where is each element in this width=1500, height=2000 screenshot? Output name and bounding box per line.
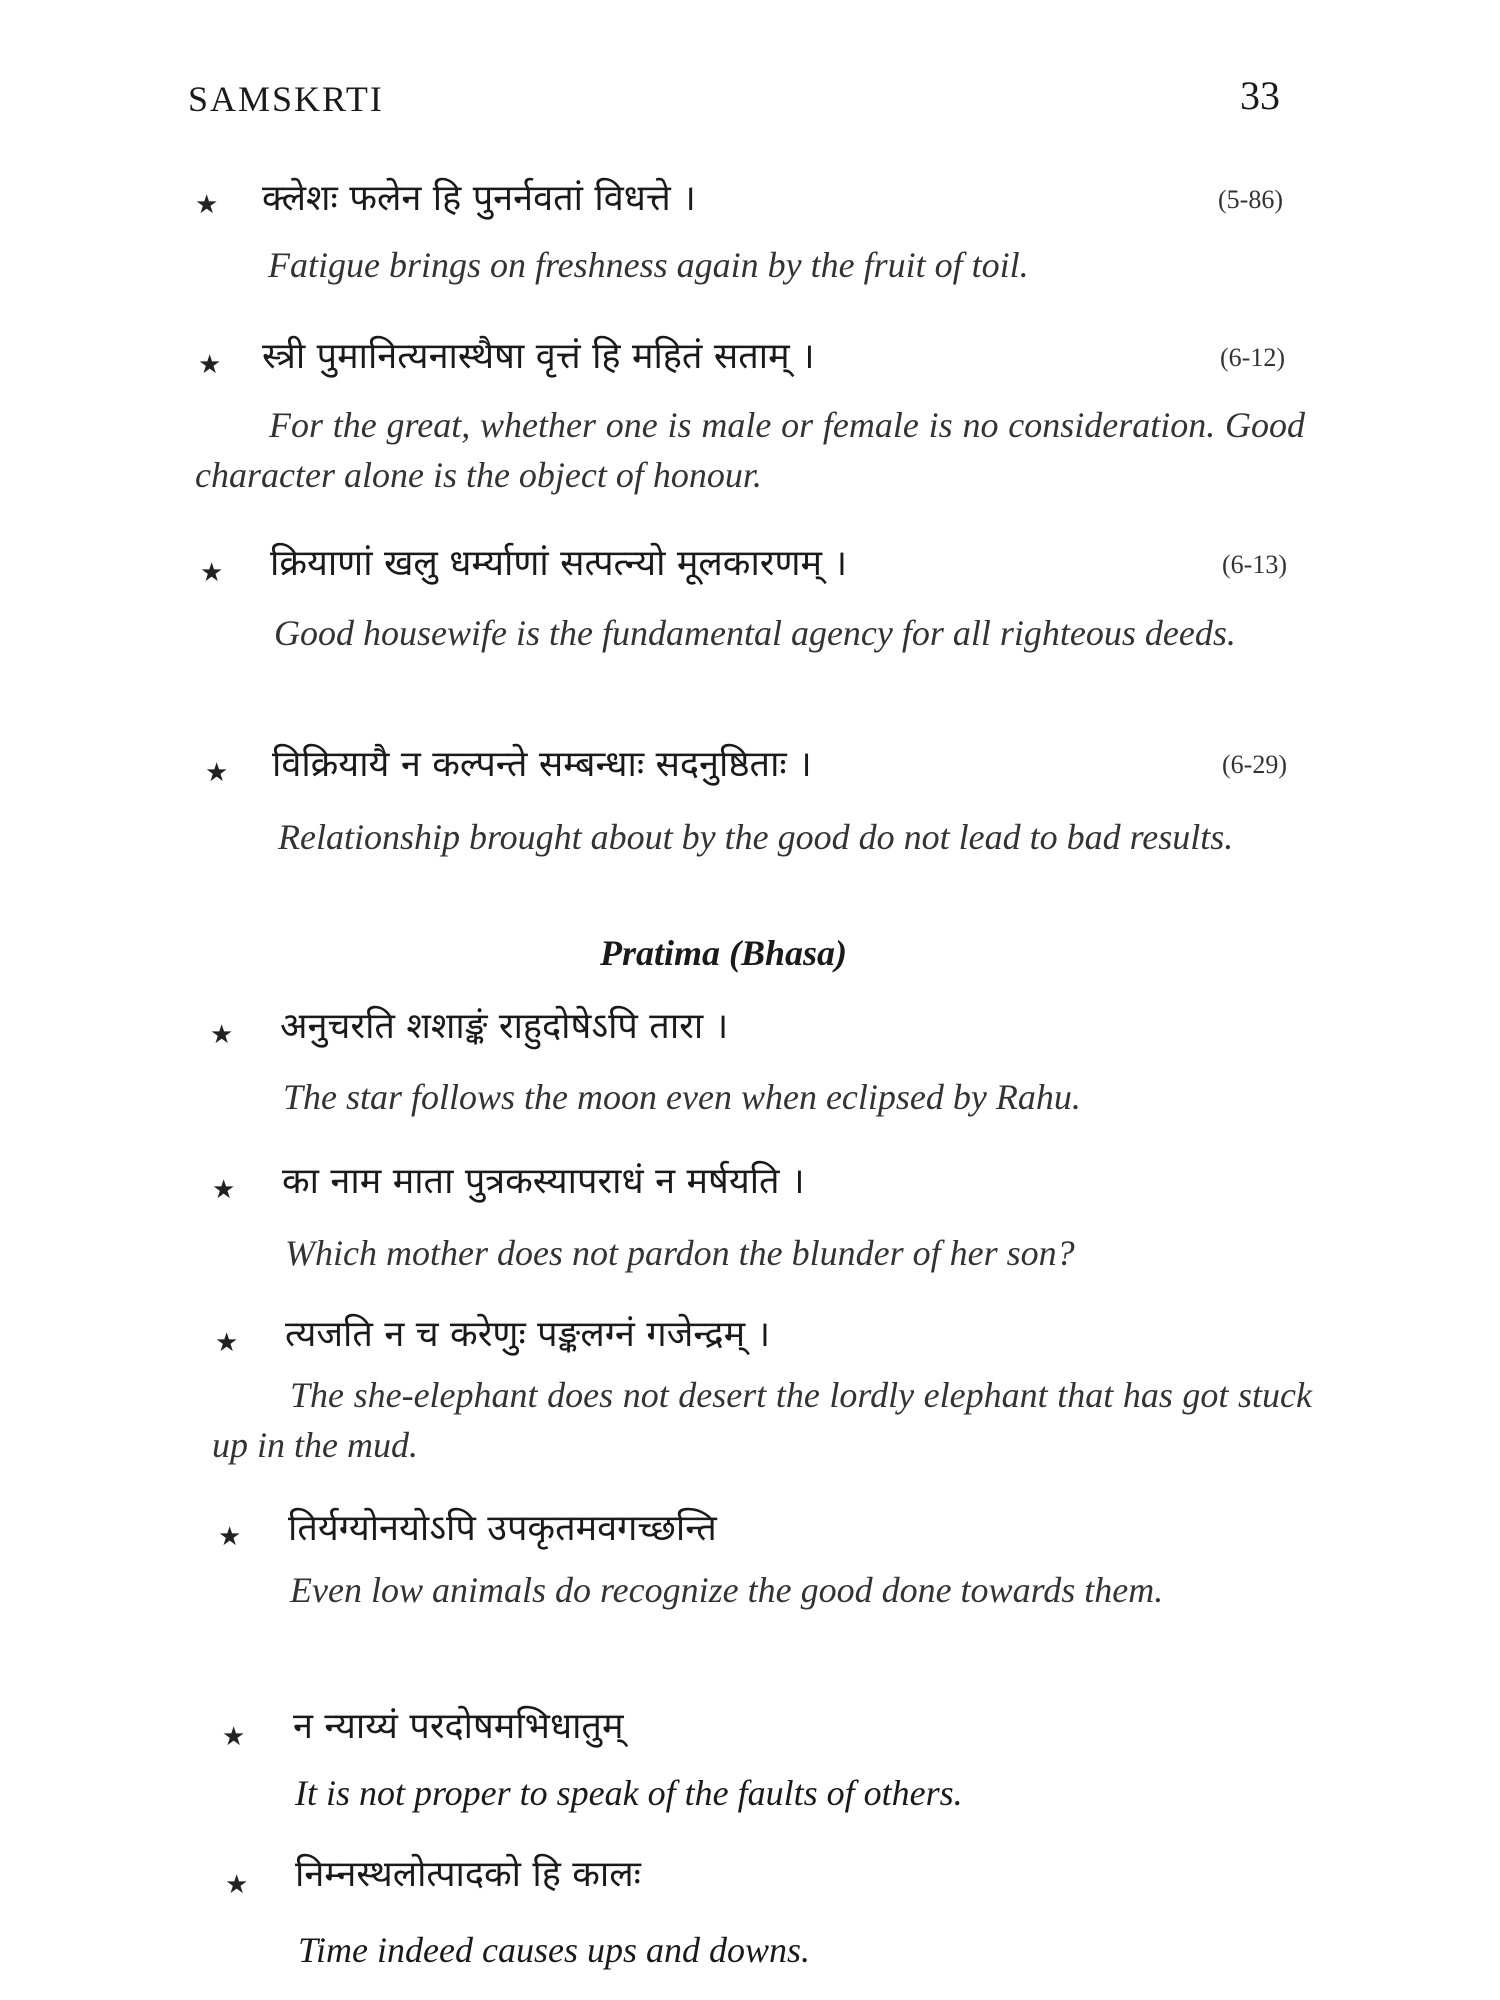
- sanskrit-verse: का नाम माता पुत्रकस्यापराधं न मर्षयति ।: [282, 1161, 805, 1202]
- verse-reference: (5-86): [1218, 185, 1283, 214]
- star-icon: ★: [200, 558, 224, 588]
- sanskrit-verse: विक्रियायै न कल्पन्ते सम्बन्धाः सदनुष्ठिताः ।: [272, 744, 812, 785]
- page-number: 33: [1240, 73, 1280, 118]
- english-translation: The star follows the moon even when eclipsed by Rahu.: [283, 1077, 1081, 1117]
- verse-reference: (6-13): [1222, 550, 1287, 579]
- sanskrit-verse: तिर्यग्योनयोऽपि उपकृतमवगच्छन्ति: [288, 1508, 717, 1549]
- star-icon: ★: [218, 1522, 242, 1552]
- sanskrit-verse: न न्याय्यं परदोषमभिधातुम्: [293, 1706, 624, 1747]
- sanskrit-verse: निम्नस्थलोत्पादको हि कालः: [295, 1854, 641, 1895]
- english-translation: Which mother does not pardon the blunder of her son?: [285, 1233, 1075, 1273]
- sanskrit-verse: क्लेशः फलेन हि पुनर्नवतां विधत्ते ।: [262, 178, 696, 219]
- english-translation: Good housewife is the fundamental agency for all righteous deeds.: [274, 613, 1236, 653]
- english-translation: It is not proper to speak of the faults of others.: [295, 1773, 963, 1813]
- verse-reference: (6-29): [1222, 750, 1287, 779]
- sanskrit-verse: स्त्री पुमानित्यनास्थैषा वृत्तं हि महितं सताम् ।: [262, 336, 815, 377]
- star-icon: ★: [222, 1722, 246, 1752]
- english-translation: The she-elephant does not desert the lordly elephant that has got stuck up in the mud.: [212, 1375, 1312, 1465]
- star-icon: ★: [205, 758, 229, 788]
- sanskrit-verse: त्यजति न च करेणुः पङ्कलग्नं गजेन्द्रम् ।: [285, 1314, 771, 1355]
- star-icon: ★: [225, 1870, 249, 1900]
- star-icon: ★: [215, 1328, 239, 1358]
- star-icon: ★: [195, 190, 219, 220]
- english-translation: Even low animals do recognize the good done towards them.: [290, 1570, 1164, 1610]
- sanskrit-verse: अनुचरति शशाङ्कं राहुदोषेऽपि तारा ।: [280, 1006, 729, 1047]
- star-icon: ★: [198, 350, 222, 380]
- running-header-title: SAMSKRTI: [188, 79, 384, 119]
- star-icon: ★: [210, 1020, 234, 1050]
- english-translation: Fatigue brings on freshness again by the fruit of toil.: [268, 245, 1029, 285]
- star-icon: ★: [212, 1175, 236, 1205]
- english-translation: Relationship brought about by the good do not lead to bad results.: [278, 817, 1234, 857]
- english-translation: Time indeed causes ups and downs.: [298, 1930, 810, 1970]
- sanskrit-verse: क्रियाणां खलु धर्म्याणां सत्पत्न्यो मूलकारणम् ।: [270, 543, 848, 584]
- section-heading: Pratima (Bhasa): [600, 933, 848, 973]
- verse-reference: (6-12): [1220, 343, 1285, 372]
- english-translation: For the great, whether one is male or female is no consideration. Good character alone is the object of honour.: [195, 405, 1305, 495]
